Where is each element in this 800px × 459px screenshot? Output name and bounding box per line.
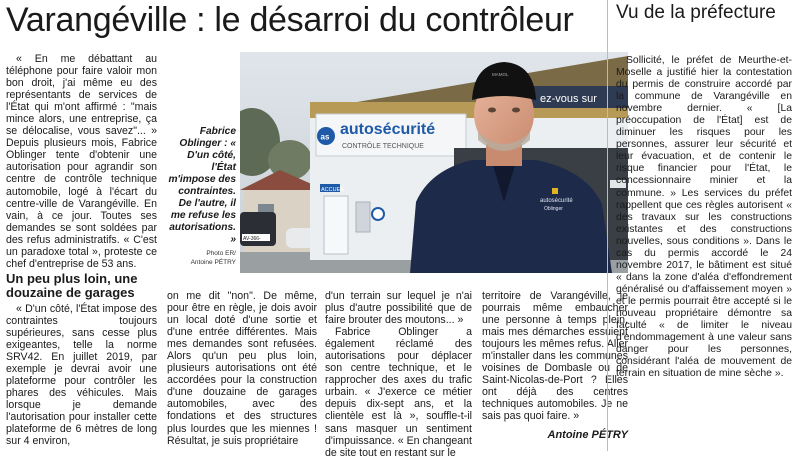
jacket-brand: autosécurité	[540, 198, 573, 204]
paragraph: d'un terrain sur lequel je n'ai plus d'autre possibilité que de faire brouter des moutons... »	[325, 290, 472, 327]
column-1	[6, 53, 157, 447]
photo-illustration	[240, 52, 628, 273]
article-photo	[240, 52, 628, 273]
column-3	[325, 290, 472, 459]
paragraph: Fabrice Oblinger a également réclamé des autorisations pour déplacer son centre technique, et le rapprocher des axes du trafic urbain. « J'exerce ce métier depuis dix-sept ans, et la clientèle est là », souffle-t-il sans masquer un sentiment d'impuissance. « En changeant de site tout en restant sur le	[325, 326, 472, 459]
sidebar-title: Vu de la préfecture	[616, 2, 776, 23]
photo-credit-line: Photo ER/	[206, 250, 236, 257]
sign-badge: as	[320, 132, 330, 142]
photo-caption: Fabrice Oblinger : « D'un côté, l'État m'impose des contraintes. De l'autre, il me refuse les autorisations. »	[168, 126, 236, 245]
banner-text: ez-vous sur	[540, 93, 597, 105]
accueil-sign: ACCUEIL	[321, 187, 345, 193]
photo-credit	[168, 249, 236, 267]
jacket-name: Oblinger	[544, 206, 563, 212]
photo-caption-block	[168, 126, 236, 267]
sign-brand: autosécurité	[340, 121, 436, 138]
paragraph: « En me débattant au téléphone pour faire valoir mon bon droit, j'ai même eu des représentants de services de l'État qui m'ont affirmé : "mais mince alors, une entreprise, ça se délocalise, vous savez"... » Depuis plusieurs mois, Fabrice Oblinger tente d'obtenir une autorisation pour agrandir son centre de contrôle technique automobile, logé à l'écart du centre-ville de Varangéville. En vain, à ce jour. Toutes ses demandes se sont soldées par des refus administratifs. « C'est un paradoxe total », proteste ce chef d'entreprise de 53 ans.	[6, 53, 157, 270]
column-2	[167, 290, 317, 447]
sidebar-body	[616, 55, 792, 380]
subheading: Un peu plus loin, une douzaine de garages	[6, 270, 138, 301]
cap-label: MAMOL	[492, 72, 509, 77]
headline: Varangéville : le désarroi du contrôleur	[6, 1, 574, 39]
signature: Antoine PÉTRY	[547, 429, 628, 441]
paragraph: on me dit "non". De même, pour être en règle, je dois avoir un local doté d'une sortie et d'une entrée différentes. Mais mes demandes sont refusées. Alors qu'un peu plus loin, plusieurs autorisations ont été accordées pour la construction d'une douzaine de garages automobiles, avec des fondations et des structures plus lourdes que les miennes ! Résultat, je suis propriétaire	[167, 290, 317, 447]
paragraph: « D'un côté, l'État impose des contraintes toujours supérieures, sans cesse plus exigeantes, telle la norme SRV42. En juillet 2019, par exemple je devrai avoir une plateforme pour contrôler les phares des véhicules. Mais lorsque je demande l'autorisation pour installer cette plateforme de 6 mètres de long sur 4 environ,	[6, 302, 157, 448]
license-plate: AV-366-	[243, 236, 261, 242]
sign-subtitle: CONTRÔLE TECHNIQUE	[342, 143, 424, 150]
column-divider	[607, 0, 608, 451]
paragraph: Sollicité, le préfet de Meurthe-et-Moselle a justifié hier la contestation du permis de construire accordé par la commune de Varangéville en novembre dernier. « [La préoccupation de l'État] est de diminuer les risques pour les personnes, assurer leur sécurité et leur évacuation, et de contenir le risque financier pour l'État, le concessionnaire minier et la commune. » Les services du préfet rappellent que ces règles autorisent « des travaux sur les constructions existantes et des constructions nouvelles, sous conditions ». Dans le cas du permis accordé le 24 novembre 2017, le bâtiment est situé « dans la zone d'aléa d'effondrement généralisé ou d'affaissement moyen » et le permis pourrait être accepté si le nouveau propriétaire démontre sa faculté « de limiter le niveau d'endommagement à une valeur sans danger pour les personnes, considérant l'aléa de mouvement de terrain en situation de mine sèche ».	[616, 55, 792, 380]
paragraph: territoire de Varangéville, je pourrais même embaucher une personne à temps plein, mais mes démarches essuient toujours les mêmes refus. Aller m'installer dans les communes voisines de Dombasle ou de Saint-Nicolas-de-Port ? Elles ont déjà des centres techniques automobiles. Je ne sais pas quoi faire. »	[482, 290, 628, 423]
photo-credit-line: Antoine PÉTRY	[190, 259, 236, 266]
